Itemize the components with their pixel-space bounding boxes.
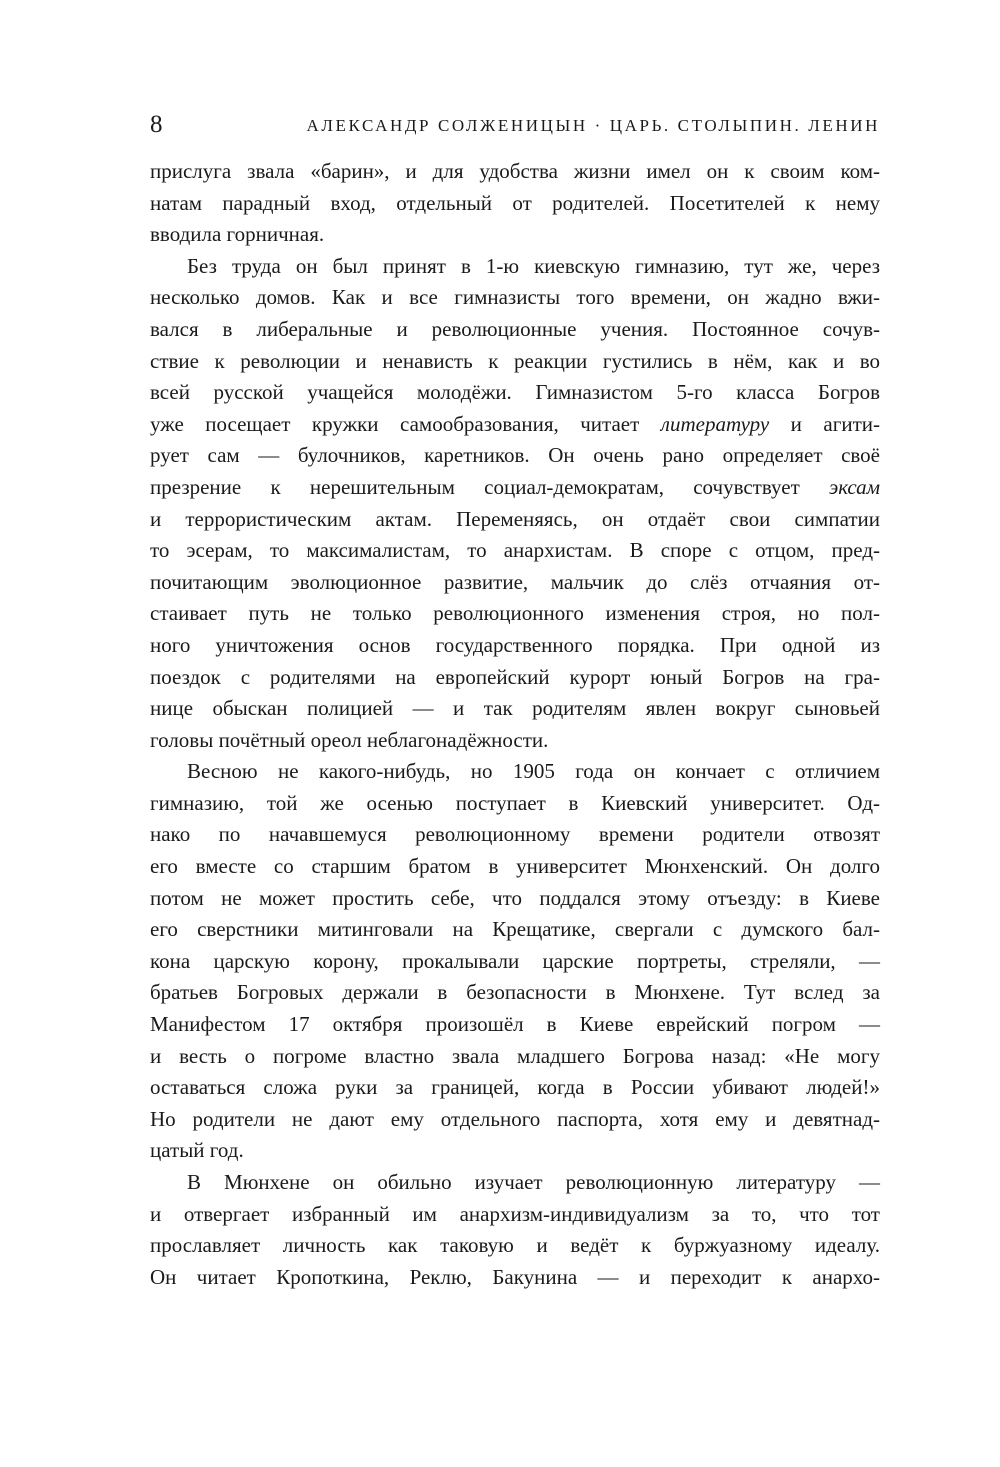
text-segment: цатый год. (150, 1138, 244, 1163)
text-line (150, 409, 880, 441)
text-line (150, 851, 880, 883)
text-line (150, 1199, 880, 1231)
text-segment: почитающим эволюционное развитие, мальчик до слёз отчаяния от- (150, 569, 880, 594)
text-line (150, 219, 880, 251)
text-segment: кона царскую корону, прокалывали царские портреты, стреляли, — (150, 948, 880, 973)
text-segment: нако по начавшемуся революционному времени родители отвозят (150, 822, 880, 847)
text-segment: ного уничтожения основ государственного порядка. При одной из (150, 632, 880, 657)
text-line (150, 156, 880, 188)
text-segment: поездок с родителями на европейский курорт юный Богров на гра- (150, 664, 880, 689)
text-line (150, 725, 880, 757)
text-segment: прославляет личность как таковую и ведёт к буржуазному идеалу. (150, 1233, 880, 1258)
text-line (150, 282, 880, 314)
text-line (150, 630, 880, 662)
text-line (150, 567, 880, 599)
running-head: АЛЕКСАНДР СОЛЖЕНИЦЫН · ЦАРЬ. СТОЛЫПИН. ЛЕНИН (306, 116, 880, 135)
text-segment: его сверстники митинговали на Крещатике, свергали с думского бал- (150, 917, 880, 942)
text-line (150, 756, 880, 788)
text-line (150, 377, 880, 409)
text-line (150, 1262, 880, 1294)
text-line (150, 535, 880, 567)
text-segment: Весною не какого-нибудь, но 1905 года он кончает с отличием (187, 759, 880, 784)
text-segment: нице обыскан полицией — и так родителям явлен вокруг сыновьей (150, 696, 880, 721)
text-segment: и отвергает избранный им анархизм-индивидуализм за то, что тот (150, 1201, 880, 1226)
text-segment: то эсерам, то максималистам, то анархистам. В споре с отцом, пред- (150, 538, 880, 563)
text-segment: гимназию, той же осенью поступает в Киевский университет. Од- (150, 790, 880, 815)
page-number: 8 (150, 111, 163, 138)
text-line (150, 1104, 880, 1136)
text-line (150, 883, 880, 915)
text-line (150, 1167, 880, 1199)
text-segment: Он читает Кропоткина, Реклю, Бакунина — и переходит к анархо- (150, 1264, 880, 1289)
text-segment: всей русской учащейся молодёжи. Гимназистом 5-го класса Богров (150, 380, 880, 405)
text-segment: братьев Богровых держали в безопасности в Мюнхене. Тут вслед за (150, 980, 880, 1005)
text-segment: презрение к нерешительным социал-демократам, сочувствует (150, 474, 830, 499)
italic-text: литературу (660, 411, 770, 436)
text-segment: несколько домов. Как и все гимназисты того времени, он жадно вжи- (150, 285, 880, 310)
text-line (150, 440, 880, 472)
text-segment: стаивает путь не только революционного изменения строя, но пол- (150, 601, 880, 626)
text-segment: его вместе со старшим братом в университет Мюнхенский. Он долго (150, 854, 880, 879)
text-segment: ствие к революции и ненависть к реакции густились в нём, как и во (150, 348, 880, 373)
italic-text: эксам (829, 474, 880, 499)
text-line (150, 946, 880, 978)
text-line (150, 819, 880, 851)
text-line (150, 1072, 880, 1104)
text-segment: оставаться сложа руки за границей, когда в России убивают людей!» (150, 1075, 880, 1100)
body-text (150, 156, 880, 1293)
text-line (150, 1041, 880, 1073)
text-segment: головы почётный ореол неблагонадёжности. (150, 727, 549, 752)
text-line (150, 504, 880, 536)
text-segment: уже посещает кружки самообразования, читает (150, 411, 661, 436)
text-line (150, 472, 880, 504)
text-segment: В Мюнхене он обильно изучает революционную литературу — (187, 1170, 880, 1194)
text-segment: и агити- (769, 411, 880, 436)
text-segment: натам парадный вход, отдельный от родителей. Посетителей к нему (150, 190, 880, 215)
text-line (150, 1135, 880, 1167)
text-line (150, 1009, 880, 1041)
text-line (150, 662, 880, 694)
text-segment: прислуга звала «барин», и для удобства жизни имел он к своим ком- (150, 159, 880, 183)
text-line (150, 1230, 880, 1262)
text-line (150, 346, 880, 378)
text-line (150, 788, 880, 820)
text-segment: вался в либеральные и революционные учения. Постоянное сочув- (150, 316, 880, 341)
text-line (150, 598, 880, 630)
text-segment: и весть о погроме властно звала младшего Богрова назад: «Не могу (150, 1043, 880, 1068)
text-line (150, 977, 880, 1009)
text-line (150, 188, 880, 220)
text-line (150, 314, 880, 346)
text-line (150, 914, 880, 946)
text-segment: Манифестом 17 октября произошёл в Киеве еврейский погром — (150, 1012, 880, 1037)
text-segment: Но родители не дают ему отдельного паспорта, хотя ему и девятнад- (150, 1106, 880, 1131)
text-line (150, 693, 880, 725)
text-segment: Без труда он был принят в 1-ю киевскую гимназию, тут же, через (187, 253, 880, 278)
text-segment: вводила горничная. (150, 222, 325, 247)
text-segment: рует сам — булочников, каретников. Он очень рано определяет своё (150, 443, 880, 468)
text-segment: потом не может простить себе, что поддался этому отъезду: в Киеве (150, 885, 880, 910)
text-segment: и террористическим актам. Переменяясь, он отдаёт свои симпатии (150, 506, 880, 531)
text-line (150, 251, 880, 283)
